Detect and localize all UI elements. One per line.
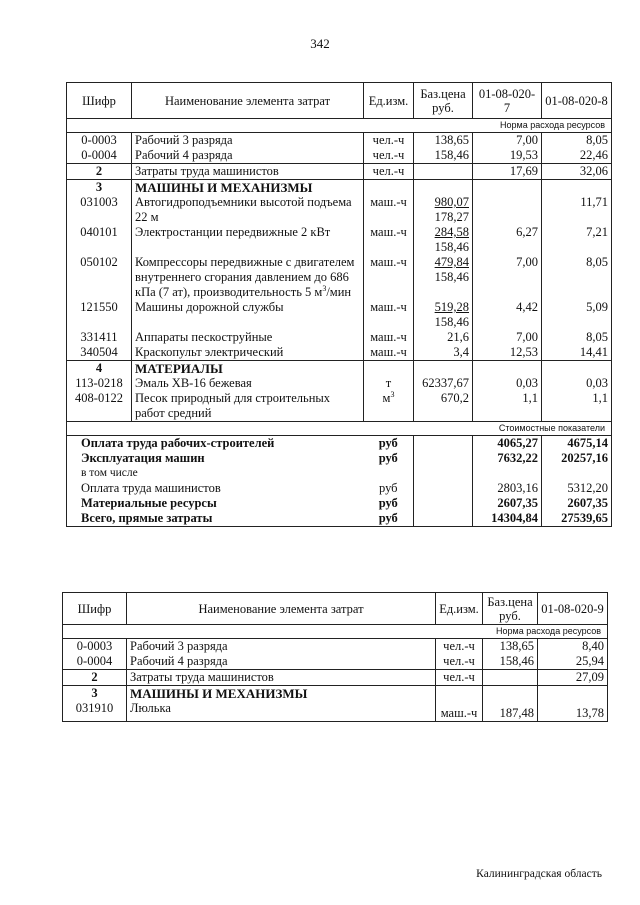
row-code: 031003 (67, 195, 132, 225)
summary-row (67, 451, 612, 466)
row-name: Эмаль ХВ-16 бежевая (132, 376, 364, 391)
header-col-01-08-020-9: 01-08-020-9 (538, 593, 608, 625)
empty-cell (364, 361, 414, 377)
table-row (63, 701, 608, 721)
row-unit: маш.-ч (436, 701, 483, 721)
empty-cell (483, 686, 538, 702)
row-value-2: 1,1 (542, 391, 612, 422)
header-price: Баз.цена руб. (483, 593, 538, 625)
row-name: Люлька (127, 701, 436, 721)
section-code: 3 (63, 686, 127, 702)
header-name: Наименование элемента затрат (132, 83, 364, 119)
empty-cell (414, 436, 473, 452)
table-row (67, 300, 612, 330)
summary-unit: руб (378, 451, 398, 465)
row-price: 158,46 (414, 148, 473, 164)
row-code: 050102 (67, 255, 132, 300)
summary-label: Всего, прямые затраты (67, 511, 364, 527)
page-number: 342 (310, 36, 330, 51)
row-unit: чел.-ч (436, 670, 483, 686)
summary-row (67, 481, 612, 496)
price-machine: 284,58 (434, 225, 469, 239)
empty-cell (364, 180, 414, 196)
row-name: Машины дорожной службы (132, 300, 364, 330)
row-code: 031910 (63, 701, 127, 721)
row-name: Рабочий 4 разряда (132, 148, 364, 164)
row-unit: маш.-ч (364, 345, 414, 361)
row-price: 187,48 (483, 701, 538, 721)
cost-caption-row (67, 422, 612, 436)
row-price (483, 670, 538, 686)
empty-cell (414, 180, 473, 196)
row-price (414, 255, 473, 300)
empty-cell (414, 466, 473, 481)
norm-caption: Норма расхода ресурсов (63, 625, 608, 639)
table-row (67, 148, 612, 164)
row-price: 21,6 (414, 330, 473, 345)
row-value-1: 7,00 (473, 133, 542, 149)
row-name: Аппараты пескоструйные (132, 330, 364, 345)
row-name: Затраты труда машинистов (127, 670, 436, 686)
table-row (67, 345, 612, 361)
summary-label: Материальные ресурсы (67, 496, 364, 511)
section-row (67, 361, 612, 377)
row-value-2: 8,05 (542, 330, 612, 345)
row-code: 2 (67, 164, 132, 180)
row-price: 670,2 (414, 391, 473, 422)
empty-cell (538, 686, 608, 702)
row-name: Рабочий 4 разряда (127, 654, 436, 670)
row-name: Краскопульт электрический (132, 345, 364, 361)
row-code: 408-0122 (67, 391, 132, 422)
table-row (67, 164, 612, 180)
summary-value-2: 5312,20 (542, 481, 612, 496)
row-price (414, 225, 473, 255)
row-value-1: 7,00 (473, 255, 542, 300)
table-header (63, 593, 608, 625)
table-row (67, 376, 612, 391)
table-row (67, 133, 612, 149)
row-unit: чел.-ч (364, 164, 414, 180)
row-value-1: 13,78 (538, 701, 608, 721)
summary-row (67, 496, 612, 511)
price-machine: 519,28 (434, 300, 469, 314)
header-name: Наименование элемента затрат (127, 593, 436, 625)
row-unit: чел.-ч (436, 654, 483, 670)
price-machine: 980,07 (434, 195, 469, 209)
row-name: Песок природный для строительных работ средний (132, 391, 364, 422)
row-name-text: Компрессоры передвижные с двигателем внутреннего сгорания давлением до 686 кПа (7 ат), производительность 5 м (135, 255, 355, 299)
unit-text: м (382, 391, 391, 405)
table-row (67, 255, 612, 300)
row-value-2: 5,09 (542, 300, 612, 330)
summary-value-1: 7632,22 (473, 451, 542, 466)
row-value-1: 4,42 (473, 300, 542, 330)
header-unit: Ед.изм. (436, 593, 483, 625)
summary-value-1: 14304,84 (473, 511, 542, 527)
summary-row (67, 511, 612, 527)
summary-value-2 (542, 466, 612, 481)
summary-value-1 (473, 466, 542, 481)
empty-cell (414, 496, 473, 511)
price-machine: 479,84 (434, 255, 469, 269)
row-unit: чел.-ч (436, 639, 483, 655)
summary-value-2: 2607,35 (542, 496, 612, 511)
cost-caption: Стоимостные показатели (67, 422, 612, 436)
price-operator: 178,27 (434, 210, 469, 224)
table-row (63, 670, 608, 686)
row-value-1: 19,53 (473, 148, 542, 164)
summary-value-2: 20257,16 (542, 451, 612, 466)
row-unit: т (364, 376, 414, 391)
section-code: 3 (67, 180, 132, 196)
row-code: 0-0004 (67, 148, 132, 164)
row-code: 340504 (67, 345, 132, 361)
empty-cell (436, 686, 483, 702)
row-price: 138,65 (483, 639, 538, 655)
row-code: 2 (63, 670, 127, 686)
row-code: 0-0003 (67, 133, 132, 149)
empty-cell (473, 361, 542, 377)
row-name: Затраты труда машинистов (132, 164, 364, 180)
section-code: 4 (67, 361, 132, 377)
row-value-2: 11,71 (542, 195, 612, 225)
summary-value-1: 2607,35 (473, 496, 542, 511)
section-title: МАШИНЫ И МЕХАНИЗМЫ (127, 686, 436, 702)
row-name: Автогидроподъемники высотой подъема 22 м (132, 195, 364, 225)
row-unit: маш.-ч (364, 255, 414, 300)
row-unit: маш.-ч (364, 300, 414, 330)
row-value-2: 22,46 (542, 148, 612, 164)
row-unit: чел.-ч (364, 133, 414, 149)
row-code: 113-0218 (67, 376, 132, 391)
empty-cell (414, 361, 473, 377)
superscript: 3 (322, 283, 327, 293)
summary-unit: руб (364, 511, 414, 527)
table-row (67, 330, 612, 345)
summary-label: Эксплуатация машин (67, 451, 364, 466)
price-operator: 158,46 (434, 315, 469, 329)
norm-caption-row (63, 625, 608, 639)
resource-table-2 (62, 592, 608, 722)
summary-row (67, 466, 612, 481)
section-row (67, 180, 612, 196)
norm-caption: Норма расхода ресурсов (67, 119, 612, 133)
row-unit: маш.-ч (364, 225, 414, 255)
row-name (132, 255, 364, 300)
section-row (63, 686, 608, 702)
empty-cell (414, 451, 473, 466)
row-value-1: 7,00 (473, 330, 542, 345)
row-value-1: 6,27 (473, 225, 542, 255)
table-row (67, 225, 612, 255)
row-price: 3,4 (414, 345, 473, 361)
summary-row (67, 436, 612, 452)
row-value-2: 0,03 (542, 376, 612, 391)
section-title: МАТЕРИАЛЫ (132, 361, 364, 377)
summary-unit: руб (378, 436, 398, 450)
table-header (67, 83, 612, 119)
table-row (67, 195, 612, 225)
summary-unit (364, 466, 414, 481)
row-unit: чел.-ч (364, 148, 414, 164)
header-code: Шифр (63, 593, 127, 625)
summary-value-1: 2803,16 (473, 481, 542, 496)
row-value-2: 8,05 (542, 255, 612, 300)
row-price: 138,65 (414, 133, 473, 149)
row-unit: маш.-ч (364, 195, 414, 225)
row-value-1 (473, 195, 542, 225)
row-code: 040101 (67, 225, 132, 255)
header-col-01-08-020-7: 01-08-020-7 (473, 83, 542, 119)
row-code: 331411 (67, 330, 132, 345)
table-row (63, 654, 608, 670)
row-name: Рабочий 3 разряда (132, 133, 364, 149)
superscript: 3 (390, 389, 395, 399)
row-value-1: 27,09 (538, 670, 608, 686)
row-value-1: 12,53 (473, 345, 542, 361)
row-value-1: 17,69 (473, 164, 542, 180)
empty-cell (414, 511, 473, 527)
row-code: 0-0003 (63, 639, 127, 655)
row-price: 158,46 (483, 654, 538, 670)
row-value-1: 25,94 (538, 654, 608, 670)
row-name-tail: /мин (326, 285, 352, 299)
row-price (414, 195, 473, 225)
summary-label: Оплата труда машинистов (67, 481, 364, 496)
summary-label: Оплата труда рабочих-строителей (67, 436, 364, 452)
summary-value-1: 4065,27 (473, 436, 542, 452)
row-value-2: 7,21 (542, 225, 612, 255)
row-price (414, 300, 473, 330)
row-value-2: 32,06 (542, 164, 612, 180)
header-code: Шифр (67, 83, 132, 119)
row-value-2: 8,05 (542, 133, 612, 149)
row-value-2: 14,41 (542, 345, 612, 361)
summary-unit: руб (378, 496, 398, 510)
row-code: 0-0004 (63, 654, 127, 670)
table-row (67, 391, 612, 422)
row-code: 121550 (67, 300, 132, 330)
summary-label: в том числе (67, 466, 364, 481)
price-operator: 158,46 (434, 240, 469, 254)
empty-cell (414, 481, 473, 496)
empty-cell (542, 361, 612, 377)
table-row (63, 639, 608, 655)
row-value-1: 8,40 (538, 639, 608, 655)
header-col-01-08-020-8: 01-08-020-8 (542, 83, 612, 119)
row-name: Электростанции передвижные 2 кВт (132, 225, 364, 255)
summary-unit: руб (378, 481, 398, 495)
header-price: Баз.цена руб. (414, 83, 473, 119)
row-unit (364, 391, 414, 422)
summary-value-2: 27539,65 (542, 511, 612, 527)
row-unit: маш.-ч (364, 330, 414, 345)
summary-value-2: 4675,14 (542, 436, 612, 452)
row-value-1: 1,1 (473, 391, 542, 422)
norm-caption-row (67, 119, 612, 133)
region-footer: Калининградская область (476, 868, 602, 880)
row-name: Рабочий 3 разряда (127, 639, 436, 655)
row-value-1: 0,03 (473, 376, 542, 391)
header-unit: Ед.изм. (364, 83, 414, 119)
row-price: 62337,67 (414, 376, 473, 391)
price-operator: 158,46 (434, 270, 469, 284)
empty-cell (542, 180, 612, 196)
resource-table-1 (66, 82, 612, 527)
row-price (414, 164, 473, 180)
empty-cell (473, 180, 542, 196)
section-title: МАШИНЫ И МЕХАНИЗМЫ (132, 180, 364, 196)
